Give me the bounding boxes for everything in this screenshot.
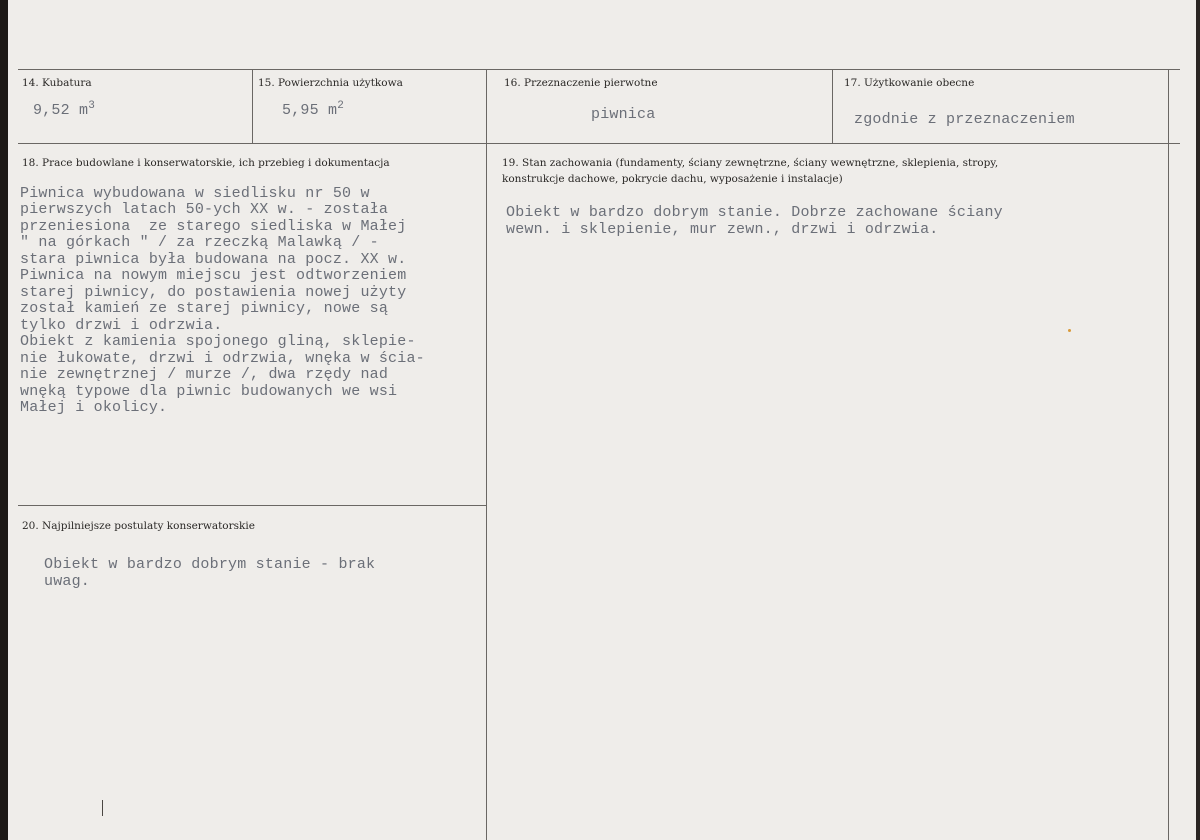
field-19-line: Obiekt w bardzo dobrym stanie. Dobrze zachowane ściany xyxy=(506,204,1003,221)
field-14-unit-sup: 3 xyxy=(88,100,96,112)
field-16-value: piwnica xyxy=(591,106,656,123)
field-18-line: tylko drzwi i odrzwia. xyxy=(20,317,223,334)
field-19-label-line-2: konstrukcje dachowe, pokrycie dachu, wyposażenie i instalacje) xyxy=(502,173,843,185)
field-18-line: stara piwnica była budowana na pocz. XX w. xyxy=(20,251,407,268)
field-18-line: nie zewnętrznej / murze /, dwa rzędy nad xyxy=(20,366,389,383)
field-14-value-text: 9,52 m xyxy=(33,102,89,119)
field-16-label: 16. Przeznaczenie pierwotne xyxy=(504,77,658,89)
field-18-line: pierwszych latach 50-ych XX w. - została xyxy=(20,201,389,218)
field-18-line: Obiekt z kamienia spojonego gliną, sklepie- xyxy=(20,333,416,350)
field-20-label: 20. Najpilniejsze postulaty konserwatorskie xyxy=(22,520,255,532)
field-15-value-text: 5,95 m xyxy=(282,102,338,119)
ink-speck xyxy=(1068,329,1071,332)
col-divider-3 xyxy=(832,69,833,144)
field-17-label: 17. Użytkowanie obecne xyxy=(844,77,975,89)
field-15-unit-sup: 2 xyxy=(337,100,345,112)
field-18-label: 18. Prace budowlane i konserwatorskie, ich przebieg i dokumentacja xyxy=(22,157,390,169)
field-14-label: 14. Kubatura xyxy=(22,77,92,89)
field-18-line: Piwnica wybudowana w siedlisku nr 50 w xyxy=(20,185,370,202)
col-divider-2 xyxy=(486,69,487,840)
field-14-value xyxy=(33,100,96,119)
field-18-line: wnęką typowe dla piwnic budowanych we wsi xyxy=(20,383,398,400)
col-divider-1 xyxy=(252,69,253,144)
top-rule xyxy=(18,69,1180,70)
field-18-line: Piwnica na nowym miejscu jest odtworzeniem xyxy=(20,267,407,284)
field-19-line: wewn. i sklepienie, mur zewn., drzwi i odrzwia. xyxy=(506,221,939,238)
scan-edge xyxy=(0,0,8,840)
row2-bottom-rule xyxy=(18,505,486,506)
field-18-line: został kamień ze starej piwnicy, nowe są xyxy=(20,300,389,317)
row1-bottom-rule xyxy=(18,143,1180,144)
field-17-value: zgodnie z przeznaczeniem xyxy=(854,111,1075,128)
field-20-line: uwag. xyxy=(44,573,91,590)
field-18-line: przeniesiona ze starego siedliska w Małej xyxy=(20,218,407,235)
field-18-line: Małej i okolicy. xyxy=(20,399,168,416)
field-18-line: starej piwnicy, do postawienia nowej użyty xyxy=(20,284,407,301)
field-18-line: nie łukowate, drzwi i odrzwia, wnęka w ścia- xyxy=(20,350,425,367)
field-20-line: Obiekt w bardzo dobrym stanie - brak xyxy=(44,556,376,573)
field-15-label: 15. Powierzchnia użytkowa xyxy=(258,77,403,89)
pencil-tick xyxy=(102,800,103,816)
field-18-line: " na górkach " / za rzeczką Malawką / - xyxy=(20,234,379,251)
record-card xyxy=(8,0,1196,840)
field-19-label-line-1: 19. Stan zachowania (fundamenty, ściany zewnętrzne, ściany wewnętrzne, sklepienia, stropy, xyxy=(502,157,999,169)
right-border xyxy=(1168,69,1169,840)
field-15-value xyxy=(282,100,345,119)
